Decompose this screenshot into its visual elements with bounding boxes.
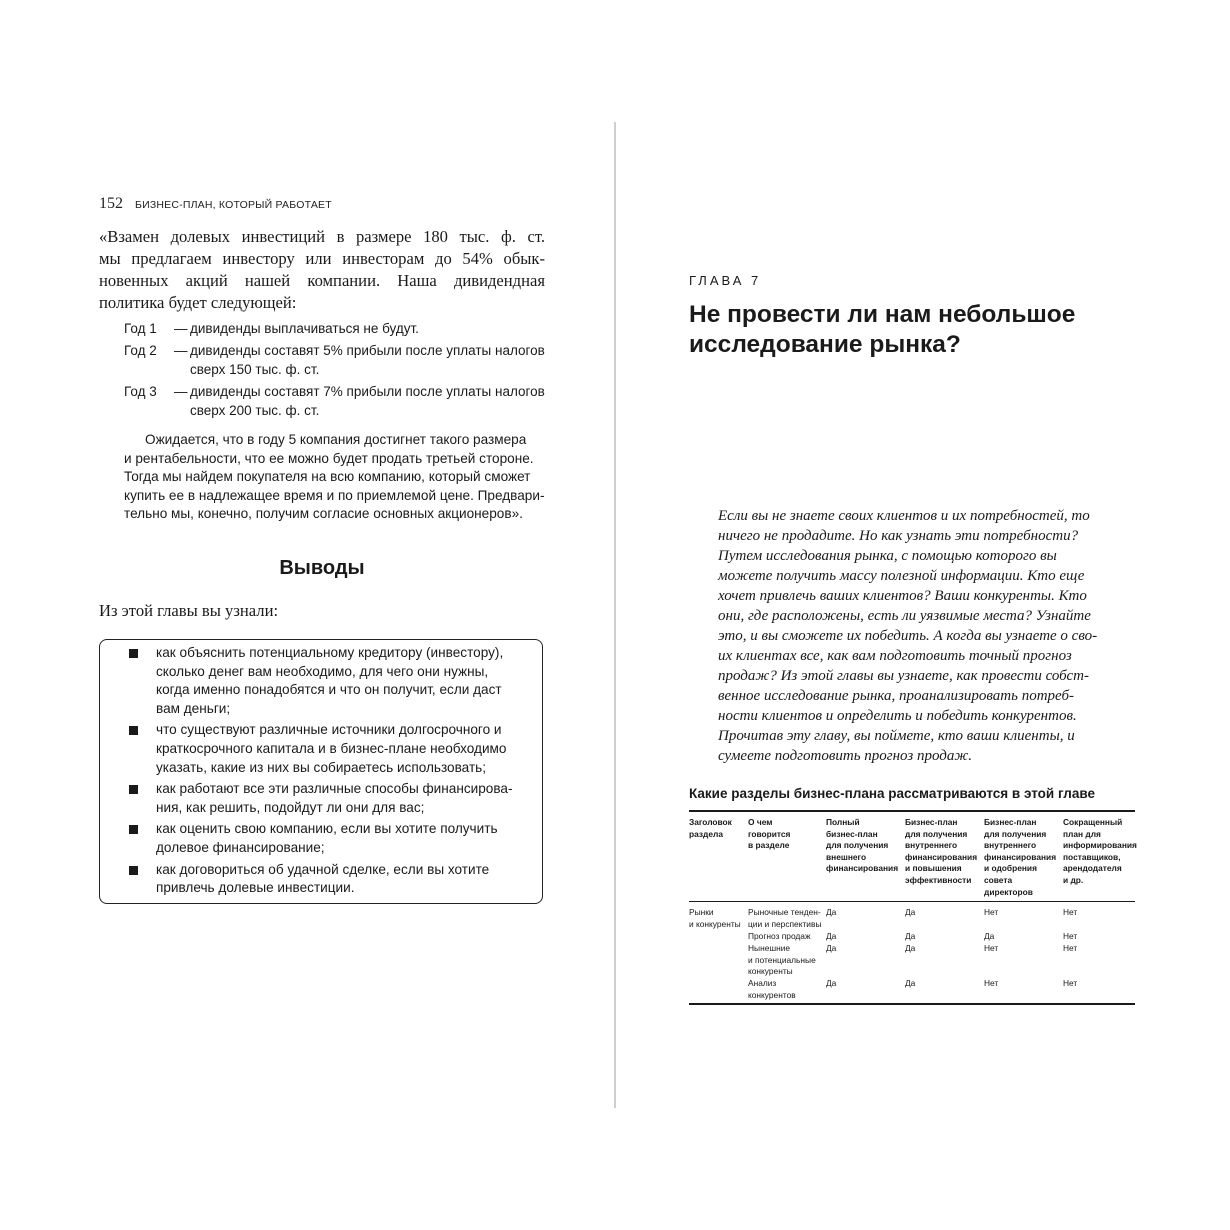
year-row <box>124 341 546 379</box>
table-rule <box>689 1003 1135 1005</box>
running-title: БИЗНЕС-ПЛАН, КОТОРЫЙ РАБОТАЕТ <box>135 199 332 211</box>
conclusions-heading: Выводы <box>279 557 365 579</box>
year-row <box>124 382 546 420</box>
dividend-schedule <box>124 319 546 423</box>
table-header-cell <box>984 817 1056 898</box>
section-line: и конкуренты <box>689 918 741 929</box>
chapter-intro <box>718 506 1118 766</box>
table-header-cell <box>689 817 732 840</box>
table-cell: Да <box>905 931 916 941</box>
chapter-label: ГЛАВА 7 <box>689 273 762 288</box>
table-cell: Да <box>905 978 916 988</box>
topic-line: конкуренты <box>748 966 793 977</box>
year-text-line: дивиденды составят 7% прибыли после уплаты налогов <box>190 384 545 399</box>
header-line: Сокращенный <box>1063 817 1123 827</box>
intro-line: Прочитав эту главу, вы поймете, кто ваши клиенты, и <box>718 728 1075 744</box>
topic-line: и потенциальные <box>748 954 816 965</box>
table-cell: Нет <box>984 943 999 953</box>
intro-line: их клиентах все, как вам подготовить точный прогноз <box>718 648 1072 664</box>
header-line: Бизнес-план <box>984 817 1037 827</box>
table-header-cell <box>748 817 790 852</box>
year-text <box>190 382 546 420</box>
table-cell: Да <box>826 943 837 953</box>
intro-line: продаж? Из этой главы вы узнаете, как провести собст- <box>718 668 1089 684</box>
table-row-topic <box>748 943 816 978</box>
list-item-line: как договориться об удачной сделке, если вы хотите <box>156 861 490 877</box>
intro-line: венное исследование рынка, проанализировать потреб- <box>718 688 1075 704</box>
table-cell: Нет <box>1063 943 1078 953</box>
intro-line: Если вы не знаете своих клиентов и их потребностей, то <box>718 508 1090 524</box>
list-item <box>100 780 542 817</box>
year-text-line: сверх 150 тыс. ф. ст. <box>190 362 320 377</box>
quote-line: «Взамен долевых инвестиций в размере 180 тыс. ф. ст. <box>99 227 545 246</box>
table-cell: Нет <box>1063 978 1078 988</box>
header-line: внутреннего <box>984 840 1037 851</box>
topic-line: Прогноз продаж <box>748 931 811 941</box>
square-bullet-icon <box>129 726 138 735</box>
header-line: и др. <box>1063 874 1084 885</box>
table-cell: Да <box>826 931 837 941</box>
table-section-cell <box>689 907 741 930</box>
intro-line: ности клиентов и определить и победить конкурентов. <box>718 708 1077 724</box>
learned-intro: Из этой главы вы узнали: <box>99 601 279 620</box>
year-row <box>124 319 546 338</box>
header-line: финансирования <box>826 863 899 874</box>
quote-line: политика будет следующей: <box>99 293 297 312</box>
list-item <box>100 820 542 857</box>
year-dash: — <box>174 343 188 358</box>
table-cell: Нет <box>984 907 999 917</box>
square-bullet-icon <box>129 785 138 794</box>
header-line: финансирования <box>984 851 1057 862</box>
square-bullet-icon <box>129 866 138 875</box>
quote-paragraph <box>99 226 545 314</box>
year-text-line: дивиденды составят 5% прибыли после уплаты налогов <box>190 343 545 358</box>
year-dash: — <box>174 321 188 336</box>
year-text <box>190 341 546 379</box>
table-rule <box>689 810 1135 812</box>
topic-line: ции и перспективы <box>748 918 822 929</box>
year-text-line: сверх 200 тыс. ф. ст. <box>190 403 320 418</box>
header-line: раздела <box>689 828 723 839</box>
year-label: Год 3 <box>124 384 157 399</box>
list-item-line: как объяснить потенциальному кредитору (инвестору), <box>156 645 504 660</box>
table-rule <box>689 901 1135 902</box>
table-row-topic <box>748 978 796 1001</box>
list-item-line: долевое финансирование; <box>156 839 325 855</box>
intro-line: они, где расположены, есть ли уязвимые места? Узнайте <box>718 608 1091 624</box>
table-cell: Да <box>984 931 995 941</box>
list-item <box>100 721 542 777</box>
header-line: арендодателя <box>1063 863 1122 874</box>
quote-line: новенных акций нашей компании. Наша дивидендная <box>99 271 545 290</box>
section-line: Рынки <box>689 907 714 917</box>
expectation-paragraph <box>124 431 546 524</box>
quote-line: мы предлагаем инвестору или инвесторам до 54% обык- <box>99 249 545 268</box>
table-header-cell <box>1063 817 1137 887</box>
intro-line: это, и вы сможете их победить. А когда вы узнаете о сво- <box>718 628 1098 644</box>
intro-line: можете получить массу полезной информации. Кто еще <box>718 568 1085 584</box>
topic-line: Рыночные тенден- <box>748 907 821 917</box>
list-item-line: привлечь долевые инвестиции. <box>156 880 355 896</box>
square-bullet-icon <box>129 649 138 658</box>
year-text <box>190 319 546 338</box>
header-line: эффективности <box>905 874 972 885</box>
list-item <box>100 861 542 898</box>
header-line: совета <box>984 874 1013 885</box>
header-line: для получения <box>826 840 889 851</box>
table-header-cell <box>905 817 977 887</box>
list-item <box>100 644 542 718</box>
header-line: и одобрения <box>984 863 1037 874</box>
square-bullet-icon <box>129 825 138 834</box>
list-item-line: как оценить свою компанию, если вы хотите получить <box>156 821 498 837</box>
list-item-line: как работают все эти различные способы финансирова- <box>156 781 513 797</box>
header-line: план для <box>1063 828 1101 839</box>
expect-line: Ожидается, что в году 5 компания достигнет такого размера <box>145 432 527 447</box>
topic-line: Нынешние <box>748 943 791 953</box>
topic-line: Анализ <box>748 978 777 988</box>
list-item-line: когда именно понадобятся и что он получит, если даст <box>156 682 502 698</box>
header-line: внутреннего <box>905 840 958 851</box>
summary-box <box>99 639 543 904</box>
header-line: говорится <box>748 828 791 839</box>
header-line: для получения <box>984 828 1047 839</box>
header-line: Бизнес-план <box>905 817 958 827</box>
table-cell: Нет <box>1063 931 1078 941</box>
header-line: информирования <box>1063 840 1137 851</box>
intro-line: хочет привлечь ваших клиентов? Ваши конкуренты. Кто <box>718 588 1087 604</box>
header-line: О чем <box>748 817 773 827</box>
intro-line: Путем исследования рынка, с помощью которого вы <box>718 548 1057 564</box>
intro-line: ничего не продадите. Но как узнать эти потребности? <box>718 528 1079 544</box>
table-cell: Нет <box>984 978 999 988</box>
list-item-line: указать, какие из них вы собираетесь использовать; <box>156 759 487 775</box>
chapter-title <box>689 300 1159 360</box>
header-line: финансирования <box>905 851 978 862</box>
intro-line: сумеете подготовить прогноз продаж. <box>718 748 973 764</box>
header-line: внешнего <box>826 851 867 862</box>
list-item-line: краткосрочного капитала и в бизнес-плане необходимо <box>156 740 507 756</box>
table-row-topic <box>748 907 821 930</box>
list-item-line: вам деньги; <box>156 700 231 716</box>
table-cell: Да <box>905 907 916 917</box>
list-item-line: ния, как решить, подойдут ли они для вас; <box>156 799 425 815</box>
table-row-topic <box>748 931 811 943</box>
expect-line: Тогда мы найдем покупателя на всю компанию, который сможет <box>124 469 531 485</box>
header-line: поставщиков, <box>1063 851 1121 862</box>
table-cell: Да <box>905 943 916 953</box>
year-label: Год 2 <box>124 343 157 358</box>
header-line: директоров <box>984 886 1033 897</box>
list-item-line: что существуют различные источники долгосрочного и <box>156 722 502 738</box>
expect-line: тельно мы, конечно, получим согласие основных акционеров». <box>124 506 523 522</box>
topic-line: конкурентов <box>748 989 796 1000</box>
table-cell: Да <box>826 978 837 988</box>
book-spine <box>614 122 616 1108</box>
year-dash: — <box>174 384 188 399</box>
header-line: для получения <box>905 828 968 839</box>
table-cell: Нет <box>1063 907 1078 917</box>
year-text-line: дивиденды выплачиваться не будут. <box>190 321 419 336</box>
header-line: бизнес-план <box>826 828 878 839</box>
header-line: и повышения <box>905 863 962 874</box>
table-header-cell <box>826 817 898 875</box>
chapter-title-line: Не провести ли нам небольшое <box>689 301 1076 328</box>
header-line: Заголовок <box>689 817 732 827</box>
page-number: 152 <box>99 195 123 212</box>
expect-line: и рентабельности, что ее можно будет продать третьей стороне. <box>124 450 534 466</box>
chapter-title-line: исследование рынка? <box>689 331 961 358</box>
table-cell: Да <box>826 907 837 917</box>
expect-line: купить ее в надлежащее время и по приемлемой цене. Предвари- <box>124 487 545 503</box>
running-head <box>99 195 332 213</box>
year-label: Год 1 <box>124 321 157 336</box>
header-line: в разделе <box>748 840 790 851</box>
list-item-line: сколько денег вам необходимо, для чего они нужны, <box>156 663 489 679</box>
table-title: Какие разделы бизнес-плана рассматриваются в этой главе <box>689 786 1095 801</box>
header-line: Полный <box>826 817 860 827</box>
